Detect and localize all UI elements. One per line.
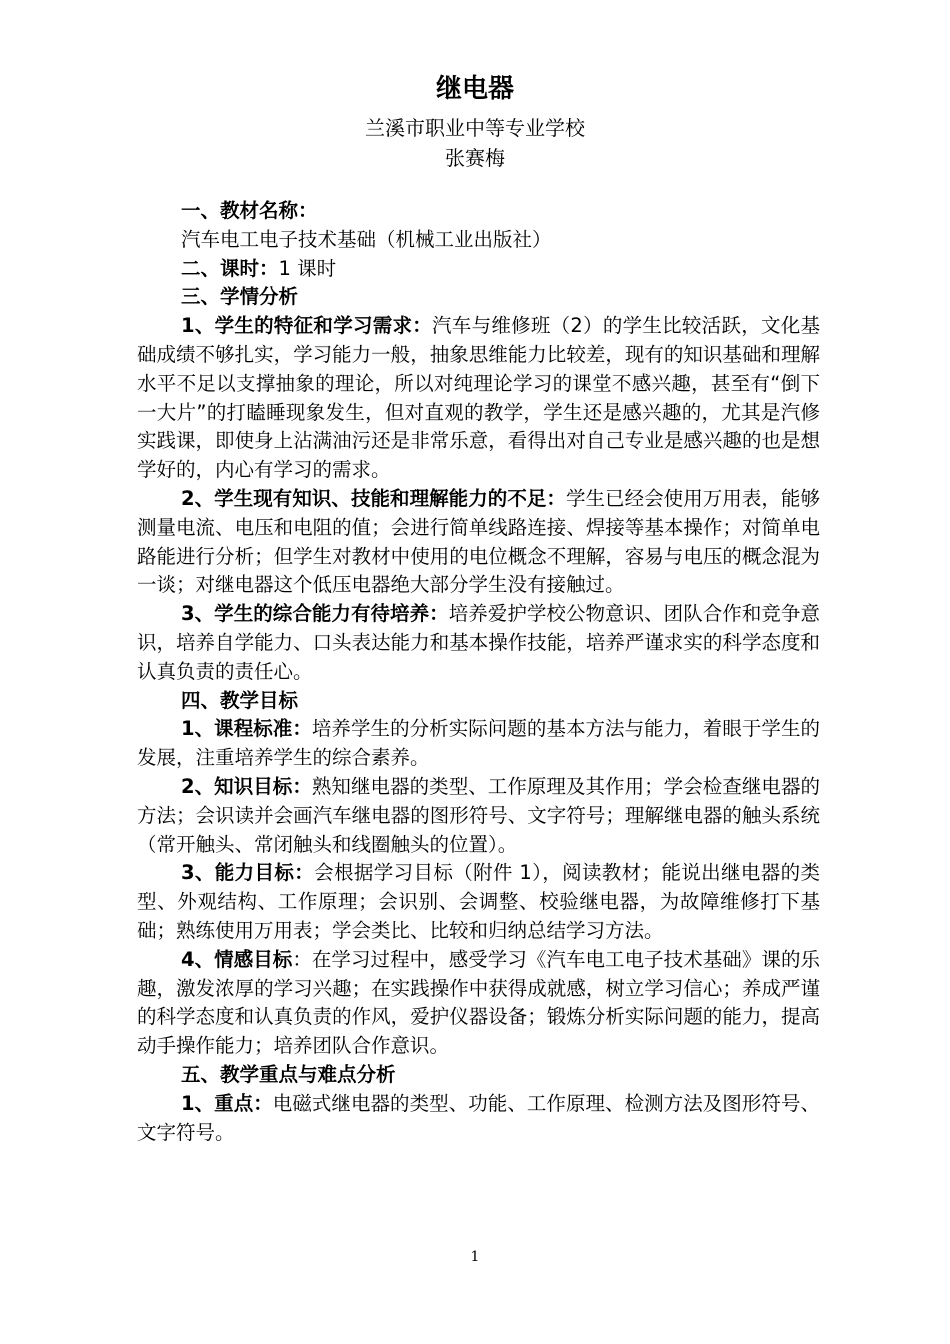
page-number: 1 [470, 1249, 480, 1265]
author-name: 张赛梅 [445, 146, 505, 170]
document-body [137, 197, 820, 1147]
school-name: 兰溪市职业中等专业学校 [365, 116, 585, 140]
section-2-heading: 二、课时： [181, 256, 279, 280]
section-3-paragraph-2: 2、学生现有知识、技能和理解能力的不足：学生已经会使用万用表，能够测量电流、电压和电阻的值；会进行简单线路连接、焊接等基本操作；对简单电路能进行分析；但学生对教材中使用的电位概念不理解，容易与电压的概念混为一谈；对继电器这个低压电器绝大部分学生没有接触过。 [137, 486, 820, 597]
section-5-heading: 五、教学重点与难点分析 [181, 1062, 396, 1086]
section-3-paragraph-1: 1、学生的特征和学习需求：汽车与维修班（2）的学生比较活跃，文化基础成绩不够扎实，学习能力一般，抽象思维能力比较差，现有的知识基础和理解水平不足以支撑抽象的理论，所以对纯理论学习的课堂不感兴趣，甚至有“倒下一大片”的打瞌睡现象发生，但对直观的教学，学生还是感兴趣的，尤其是汽修实践课，即使身上沾满油污还是非常乐意，看得出对自己专业是感兴趣的也是想学好的，内心有学习的需求。 [137, 314, 820, 482]
section-1-text: 汽车电工电子技术基础（机械工业出版社） [181, 227, 552, 251]
section-4-paragraph-3: 3、能力目标：会根据学习目标（附件 1），阅读教材；能说出继电器的类型、外观结构、工作原理；会识别、会调整、校验继电器，为故障维修打下基础；熟练使用万用表；学会类比、比较和归纳总结学习方法。 [137, 861, 820, 942]
section-4-paragraph-4: 4、情感目标：在学习过程中，感受学习《汽车电工电子技术基础》课的乐趣，激发浓厚的学习兴趣；在实践操作中获得成就感，树立学习信心；养成严谨的科学态度和认真负责的作风，爱护仪器设备；锻炼分析实际问题的能力，提高动手操作能力；培养团队合作意识。 [137, 947, 820, 1058]
section-2 [137, 255, 820, 284]
section-4-paragraph-1: 1、课程标准：培养学生的分析实际问题的基本方法与能力，着眼于学生的发展，注重培养学生的综合素养。 [137, 717, 820, 770]
section-1-heading: 一、教材名称： [181, 199, 318, 222]
section-3-heading: 三、学情分析 [181, 285, 299, 309]
section-4-paragraph-2: 2、知识目标：熟知继电器的类型、工作原理及其作用；学会检查继电器的方法；会识读并会画汽车继电器的图形符号、文字符号；理解继电器的触头系统（常开触头、常闭触头和线圈触头的位置）。 [137, 774, 820, 856]
section-5-paragraph-1: 1、重点：电磁式继电器的类型、功能、工作原理、检测方法及图形符号、文字符号。 [137, 1091, 820, 1144]
section-2-text: 1 课时 [278, 256, 337, 280]
section-4-heading: 四、教学目标 [181, 688, 299, 712]
section-3-paragraph-3: 3、学生的综合能力有待培养：培养爱护学校公物意识、团队合作和竞争意识，培养自学能力、口头表达能力和基本操作技能，培养严谨求实的科学态度和认真负责的责任心。 [137, 602, 820, 683]
document-title: 继电器 [435, 74, 514, 104]
